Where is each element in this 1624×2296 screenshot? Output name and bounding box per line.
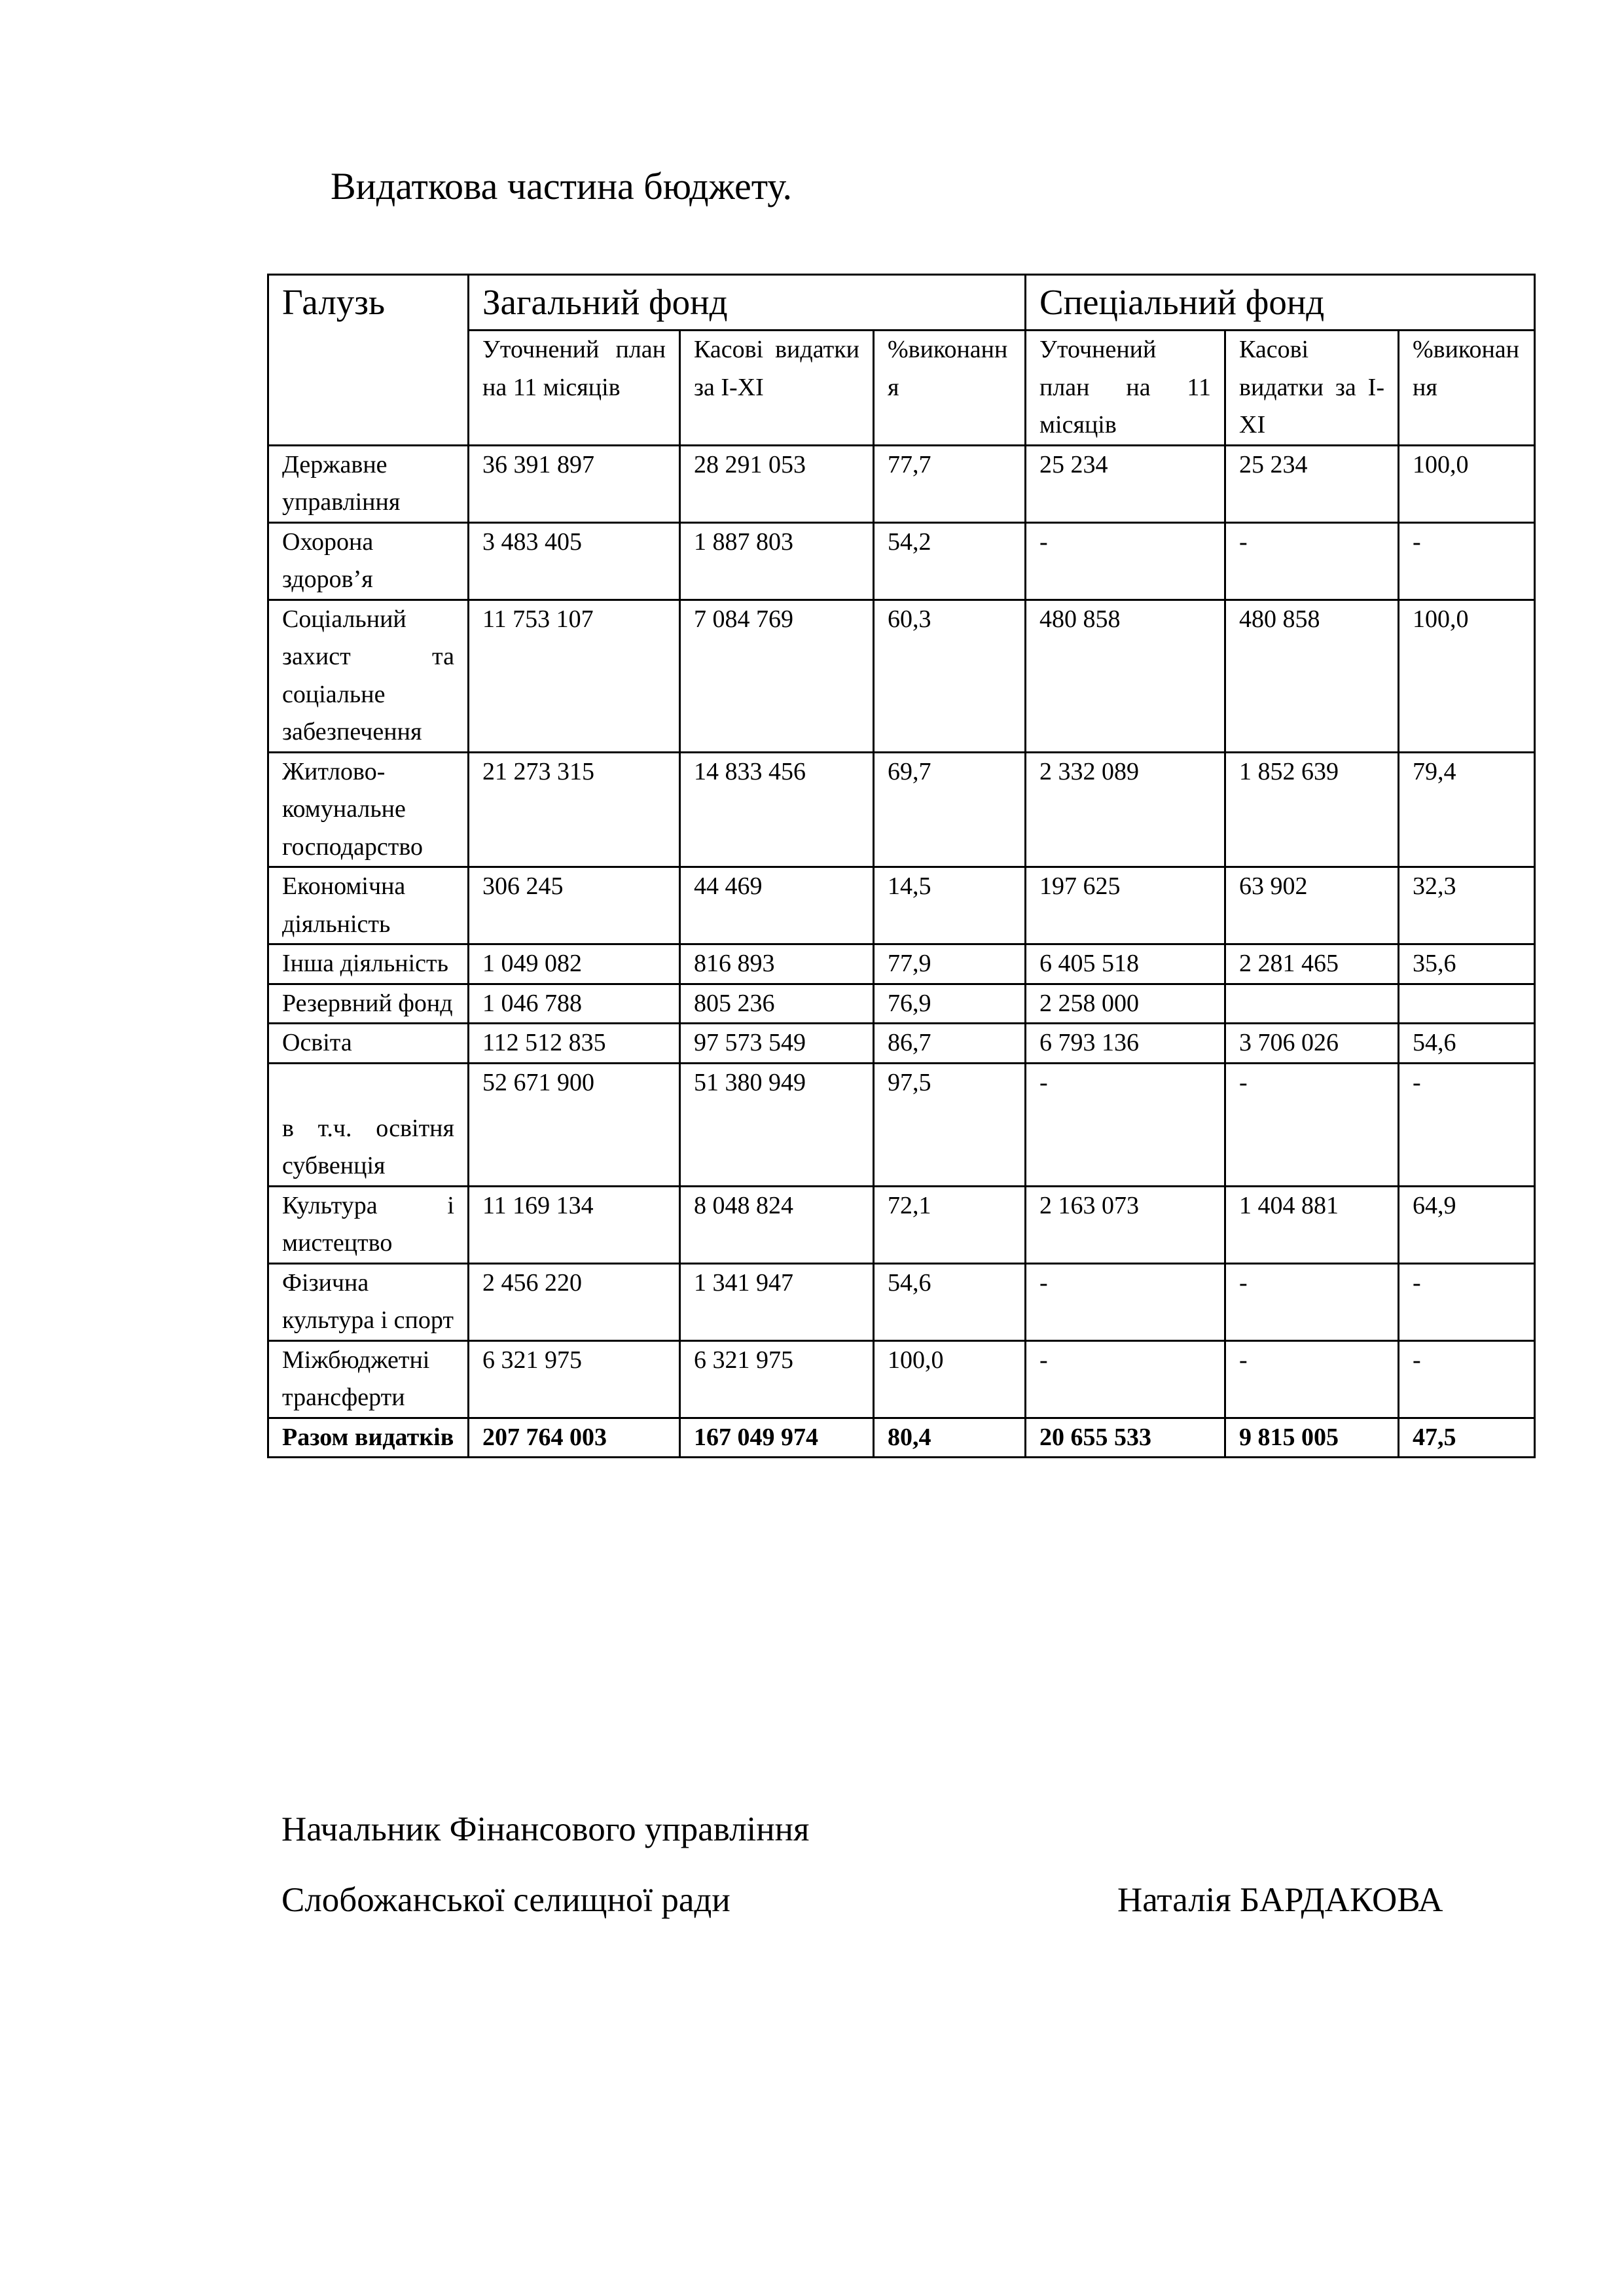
general-plan-cell: 1 046 788 bbox=[469, 984, 680, 1024]
total-row bbox=[268, 1418, 1535, 1458]
special-plan-cell: 6 793 136 bbox=[1026, 1024, 1225, 1064]
general-pct-cell: 100,0 bbox=[874, 1340, 1026, 1418]
total-general-cash: 167 049 974 bbox=[680, 1418, 874, 1458]
header-general-cash: Касові видатки за I-XI bbox=[680, 331, 874, 446]
total-general-pct: 80,4 bbox=[874, 1418, 1026, 1458]
special-pct-cell: 54,6 bbox=[1399, 1024, 1535, 1064]
special-cash-cell: 3 706 026 bbox=[1225, 1024, 1399, 1064]
general-pct-cell: 69,7 bbox=[874, 752, 1026, 867]
special-pct-cell: 32,3 bbox=[1399, 867, 1535, 944]
special-plan-cell: 6 405 518 bbox=[1026, 944, 1225, 984]
table-row bbox=[268, 984, 1535, 1024]
special-plan-cell: 2 258 000 bbox=[1026, 984, 1225, 1024]
table-row bbox=[268, 522, 1535, 600]
table-row bbox=[268, 944, 1535, 984]
special-pct-cell bbox=[1399, 984, 1535, 1024]
general-plan-cell: 21 273 315 bbox=[469, 752, 680, 867]
special-cash-cell: - bbox=[1225, 1263, 1399, 1340]
row-branch: Резервний фонд bbox=[268, 984, 469, 1024]
special-pct-cell: 100,0 bbox=[1399, 600, 1535, 752]
general-cash-cell: 6 321 975 bbox=[680, 1340, 874, 1418]
header-special-plan: Уточнений план на 11 місяців bbox=[1026, 331, 1225, 446]
row-branch: Охорона здоров’я bbox=[268, 522, 469, 600]
total-label: Разом видатків bbox=[268, 1418, 469, 1458]
special-plan-cell: 2 163 073 bbox=[1026, 1186, 1225, 1263]
row-branch: Освіта bbox=[268, 1024, 469, 1064]
general-cash-cell: 7 084 769 bbox=[680, 600, 874, 752]
general-plan-cell: 11 169 134 bbox=[469, 1186, 680, 1263]
general-plan-cell: 6 321 975 bbox=[469, 1340, 680, 1418]
general-cash-cell: 97 573 549 bbox=[680, 1024, 874, 1064]
general-pct-cell: 54,6 bbox=[874, 1263, 1026, 1340]
header-general-pct: %виконання bbox=[874, 331, 1026, 446]
row-branch: Фізична культура і спорт bbox=[268, 1263, 469, 1340]
general-plan-cell: 1 049 082 bbox=[469, 944, 680, 984]
general-plan-cell: 11 753 107 bbox=[469, 600, 680, 752]
general-pct-cell: 72,1 bbox=[874, 1186, 1026, 1263]
table-row bbox=[268, 1186, 1535, 1263]
table-row bbox=[268, 1024, 1535, 1064]
special-cash-cell: 63 902 bbox=[1225, 867, 1399, 944]
general-plan-cell: 112 512 835 bbox=[469, 1024, 680, 1064]
header-special-cash: Касові видатки за I-XI bbox=[1225, 331, 1399, 446]
special-cash-cell bbox=[1225, 984, 1399, 1024]
general-plan-cell: 3 483 405 bbox=[469, 522, 680, 600]
special-cash-cell: - bbox=[1225, 1063, 1399, 1186]
general-cash-cell: 8 048 824 bbox=[680, 1186, 874, 1263]
signature-position-line2: Слобожанської селищної ради bbox=[281, 1881, 731, 1919]
row-branch: Економічна діяльність bbox=[268, 867, 469, 944]
special-plan-cell: 25 234 bbox=[1026, 445, 1225, 522]
general-cash-cell: 1 341 947 bbox=[680, 1263, 874, 1340]
general-pct-cell: 14,5 bbox=[874, 867, 1026, 944]
row-branch: в т.ч. освітня субвенція bbox=[268, 1063, 469, 1186]
special-cash-cell: - bbox=[1225, 522, 1399, 600]
signature-position-line1: Начальник Фінансового управління bbox=[281, 1810, 810, 1848]
general-plan-cell: 52 671 900 bbox=[469, 1063, 680, 1186]
general-plan-cell: 36 391 897 bbox=[469, 445, 680, 522]
general-pct-cell: 54,2 bbox=[874, 522, 1026, 600]
table-row bbox=[268, 1340, 1535, 1418]
budget-expenditure-table bbox=[267, 274, 1536, 1458]
special-plan-cell: - bbox=[1026, 1063, 1225, 1186]
row-branch: Житлово-комунальне господарство bbox=[268, 752, 469, 867]
special-plan-cell: - bbox=[1026, 522, 1225, 600]
special-pct-cell: 79,4 bbox=[1399, 752, 1535, 867]
table-row bbox=[268, 445, 1535, 522]
table-row bbox=[268, 1263, 1535, 1340]
general-cash-cell: 44 469 bbox=[680, 867, 874, 944]
special-plan-cell: - bbox=[1026, 1340, 1225, 1418]
special-pct-cell: 100,0 bbox=[1399, 445, 1535, 522]
special-cash-cell: 1 852 639 bbox=[1225, 752, 1399, 867]
general-pct-cell: 76,9 bbox=[874, 984, 1026, 1024]
row-branch: Інша діяльність bbox=[268, 944, 469, 984]
special-plan-cell: 480 858 bbox=[1026, 600, 1225, 752]
signature-name: Наталія БАРДАКОВА bbox=[1117, 1881, 1443, 1919]
special-cash-cell: 25 234 bbox=[1225, 445, 1399, 522]
row-branch: Культура і мистецтво bbox=[268, 1186, 469, 1263]
general-plan-cell: 2 456 220 bbox=[469, 1263, 680, 1340]
total-special-cash: 9 815 005 bbox=[1225, 1418, 1399, 1458]
total-special-pct: 47,5 bbox=[1399, 1418, 1535, 1458]
general-cash-cell: 816 893 bbox=[680, 944, 874, 984]
header-row-1 bbox=[268, 275, 1535, 331]
special-cash-cell: 2 281 465 bbox=[1225, 944, 1399, 984]
special-pct-cell: - bbox=[1399, 1340, 1535, 1418]
special-pct-cell: - bbox=[1399, 522, 1535, 600]
header-special-fund: Спеціальний фонд bbox=[1026, 275, 1535, 331]
total-general-plan: 207 764 003 bbox=[469, 1418, 680, 1458]
general-plan-cell: 306 245 bbox=[469, 867, 680, 944]
general-cash-cell: 28 291 053 bbox=[680, 445, 874, 522]
general-pct-cell: 86,7 bbox=[874, 1024, 1026, 1064]
general-pct-cell: 60,3 bbox=[874, 600, 1026, 752]
special-cash-cell: 1 404 881 bbox=[1225, 1186, 1399, 1263]
general-pct-cell: 77,7 bbox=[874, 445, 1026, 522]
general-pct-cell: 77,9 bbox=[874, 944, 1026, 984]
table-row bbox=[268, 752, 1535, 867]
special-pct-cell: 35,6 bbox=[1399, 944, 1535, 984]
row-branch: Державне управління bbox=[268, 445, 469, 522]
special-cash-cell: 480 858 bbox=[1225, 600, 1399, 752]
special-plan-cell: 197 625 bbox=[1026, 867, 1225, 944]
document-title: Видаткова частина бюджету. bbox=[331, 165, 792, 207]
header-general-fund: Загальний фонд bbox=[469, 275, 1026, 331]
special-pct-cell: 64,9 bbox=[1399, 1186, 1535, 1263]
general-cash-cell: 14 833 456 bbox=[680, 752, 874, 867]
header-branch: Галузь bbox=[268, 275, 469, 446]
table-row bbox=[268, 1063, 1535, 1186]
special-plan-cell: - bbox=[1026, 1263, 1225, 1340]
special-cash-cell: - bbox=[1225, 1340, 1399, 1418]
header-special-pct: %виконання bbox=[1399, 331, 1535, 446]
general-pct-cell: 97,5 bbox=[874, 1063, 1026, 1186]
general-cash-cell: 51 380 949 bbox=[680, 1063, 874, 1186]
header-general-plan: Уточнений план на 11 місяців bbox=[469, 331, 680, 446]
total-special-plan: 20 655 533 bbox=[1026, 1418, 1225, 1458]
special-plan-cell: 2 332 089 bbox=[1026, 752, 1225, 867]
table-row bbox=[268, 600, 1535, 752]
special-pct-cell: - bbox=[1399, 1263, 1535, 1340]
row-branch: Міжбюджетні трансферти bbox=[268, 1340, 469, 1418]
table-row bbox=[268, 867, 1535, 944]
general-cash-cell: 1 887 803 bbox=[680, 522, 874, 600]
row-branch: Соціальний захист та соціальне забезпечення bbox=[268, 600, 469, 752]
special-pct-cell: - bbox=[1399, 1063, 1535, 1186]
general-cash-cell: 805 236 bbox=[680, 984, 874, 1024]
